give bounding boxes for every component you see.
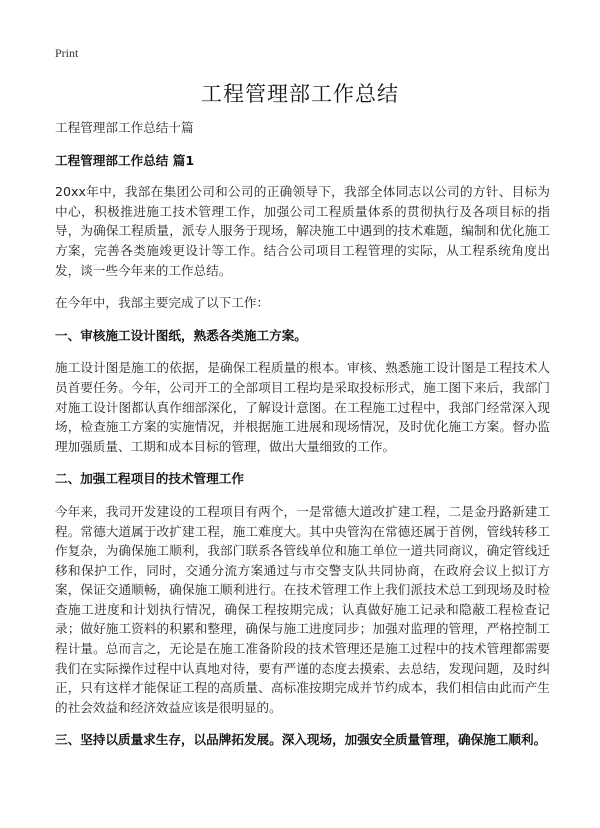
document-subtitle: 工程管理部工作总结十篇	[55, 120, 194, 135]
paragraph-intro: 20xx年中，我部在集团公司和公司的正确领导下，我部全体同志以公司的方针、目标为中心，积极推进施工技术管理工作，加强公司工程质量体系的贯彻执行及各项目标的指导，为确保工程质量，派专人服务于现场，解决施工中遇到的技术难题，编制和优化施工方案，完善各类施竣更设计等工作。结合公司项目工程管理的实际，从工程系统角度出发，谈一些今年来的工作总结。	[55, 184, 550, 278]
paragraph-work-list: 在今年中，我部主要完成了以下工作：	[55, 295, 270, 311]
print-link[interactable]: Print	[55, 46, 79, 60]
document-title: 工程管理部工作总结	[201, 82, 399, 106]
paragraph-technical-management: 今年来，我司开发建设的工程项目有两个，一是常德大道改扩建工程，二是金丹路新建工程。常德大道属于改扩建工程，施工难度大。其中央管沟在常德还属于首例，管线转移工作复杂，为确保施工顺利，我部门联系各管线单位和施工单位一道共同商议，确定管线迁移和保护工作，同时，交通分流方案通过与市交警支队共同协商，在政府会议上拟订方案，保证交通顺畅，确保施工顺利进行。在技术管理工作上我们派技术总工到现场及时检查施工进度和计划执行情况，确保工程按期完成；认真做好施工记录和隐蔽工程检查记录；做好施工资料的积累和整理，确保与施工进度同步；加强对监理的管理，严格控制工程计量。总而言之，无论是在施工准备阶段的技术管理还是施工过程中的技术管理都需要我们在实际操作过程中认真地对待，要有严谨的态度去摸索、去总结，发现问题，及时纠正，只有这样才能保证工程的高质量、高标准按期完成并节约成本，我们相信由此而产生的社会效益和经济效益应该是很明显的。	[55, 503, 550, 715]
section-heading-3: 三、坚持以质量求生存，以品牌拓发展。深入现场，加强安全质量管理，确保施工顺利。	[55, 732, 547, 748]
section-heading-2: 二、加强工程项目的技术管理工作	[55, 471, 244, 487]
chapter-heading: 工程管理部工作总结 篇1	[55, 152, 195, 168]
paragraph-design-review: 施工设计图是施工的依据，是确保工程质量的根本。审核、熟悉施工设计图是工程技术人员首要任务。今年，公司开工的全部项目工程均是采取投标形式，施工图下来后，我部门对施工设计图都认真作细部深化，了解设计意图。在工程施工过程中，我部门经常深入现场，检查施工方案的实施情况，并根据施工进展和现场情况，及时优化施工方案。督办监理加强质量、工期和成本目标的管理，做出大量细致的工作。	[55, 360, 550, 454]
document-body	[55, 118, 550, 763]
section-heading-1: 一、审核施工设计图纸，熟悉各类施工方案。	[55, 327, 307, 343]
